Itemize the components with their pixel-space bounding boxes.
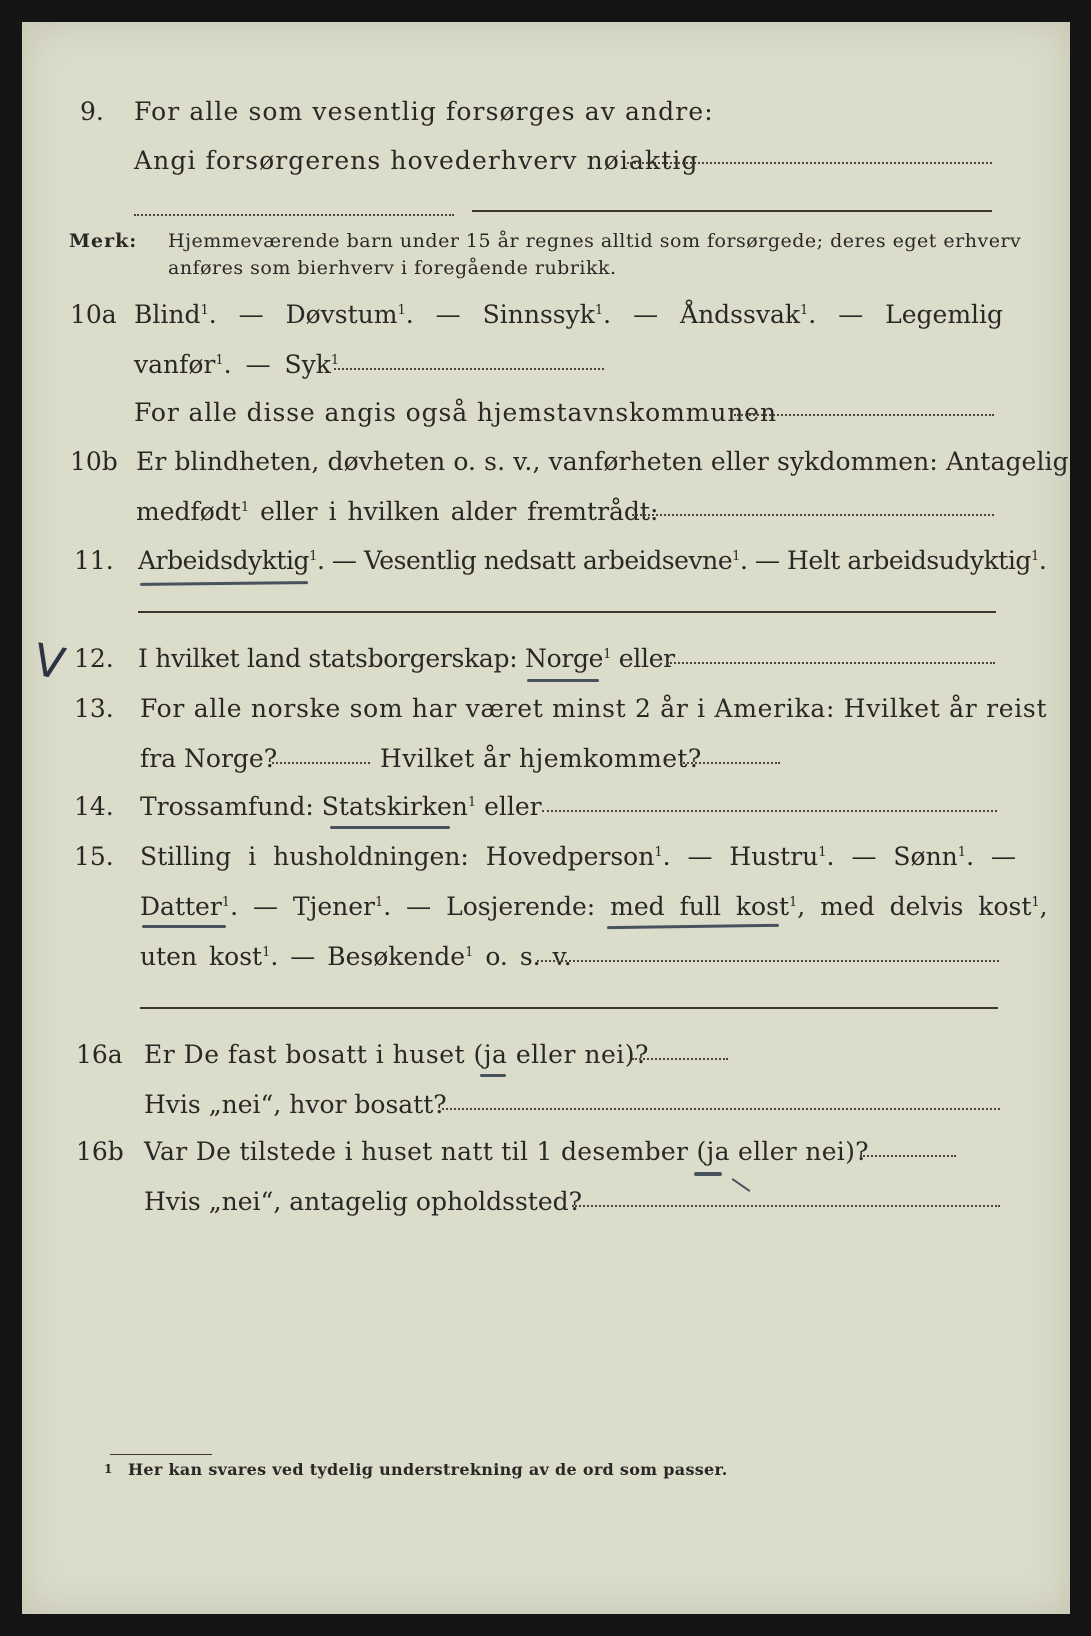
option-medfodt[interactable]: medfødt <box>136 497 241 526</box>
item-12-line: I hvilket land statsborgerskap: Norge$^1$ eller <box>138 644 675 673</box>
option-blind[interactable]: Blind <box>134 300 201 329</box>
item-11-number: 11. <box>74 546 114 575</box>
option-med-delvis-kost[interactable]: , med delvis kost <box>797 892 1032 921</box>
item-13-left-year-line[interactable] <box>272 762 370 764</box>
option-andssvak[interactable]: . — Åndssvak <box>603 300 801 329</box>
item-15-answer-line[interactable] <box>537 960 999 962</box>
item-13-line-2b: Hvilket år hjemkommet? <box>380 744 702 773</box>
option-sonn[interactable]: . — Sønn <box>826 842 958 871</box>
handwritten-underline-full-kost <box>607 924 779 929</box>
item-16a-residence-line[interactable] <box>442 1108 1000 1110</box>
item-10a-hometown-line[interactable] <box>734 414 994 416</box>
item-16a-number: 16a <box>76 1040 123 1069</box>
item-10b-line-2: medfødt$^1$ eller i hvilken alder fremtrådt: <box>136 497 659 526</box>
option-syk[interactable]: . — Syk <box>223 350 331 379</box>
item-12-number: 12. <box>74 644 114 673</box>
note-label: Merk: <box>69 230 138 252</box>
option-arbeidsdyktig[interactable]: Arbeidsdyktig <box>138 546 310 575</box>
handwritten-underline-datter <box>142 925 226 928</box>
item-9-answer-line-2a[interactable] <box>134 214 454 216</box>
item-11-line: Arbeidsdyktig$^1$. — Vesentlig nedsatt arbeidsevne$^1$. — Helt arbeidsudyktig$^1$. <box>138 546 1047 575</box>
item-9-question: For alle som vesentlig forsørges av andre: <box>134 97 714 126</box>
option-vesentlig-nedsatt[interactable]: . — Vesentlig nedsatt arbeidsevne <box>316 546 733 575</box>
option-sinnssyk[interactable]: . — Sinnssyk <box>405 300 595 329</box>
item-16b-line-2: Hvis „nei“, antagelig opholdssted? <box>144 1187 583 1216</box>
item-15-answer-line-2[interactable] <box>140 1007 998 1009</box>
item-9-number: 9. <box>80 97 104 126</box>
handwritten-stroke <box>731 1178 750 1192</box>
option-besokende[interactable]: . — Besøkende <box>270 942 466 971</box>
item-10a-line-1: Blind$^1$. — Døvstum$^1$. — Sinnssyk$^1$. — Åndssvak$^1$. — Legemlig <box>134 300 1004 329</box>
item-10b-answer-line[interactable] <box>632 514 994 516</box>
item-16a-line-1: Er De fast bosatt i huset (ja eller nei)? <box>144 1040 649 1069</box>
footnote-text: Her kan svares ved tydelig understrekning av de ord som passer. <box>128 1460 728 1479</box>
option-norge[interactable]: I hvilket land statsborgerskap: Norge <box>138 644 604 673</box>
item-12-answer-line[interactable] <box>667 662 995 664</box>
item-16a-answer-line[interactable] <box>632 1058 728 1060</box>
item-16b-answer-line[interactable] <box>860 1155 956 1157</box>
option-helt-arbeidsudyktig[interactable]: . — Helt arbeidsudyktig <box>740 546 1031 575</box>
note-text-line-2: anføres som bierhverv i foregående rubrikk. <box>168 257 617 279</box>
handwritten-underline-arbeidsdyktig <box>140 581 308 586</box>
item-15-line-3: uten kost$^1$. — Besøkende$^1$ o. s. v. <box>140 942 572 971</box>
item-10a-line-2: vanfør$^1$. — Syk$^1$ <box>134 350 340 379</box>
item-15-line-1: Stilling i husholdningen: Hovedperson$^1$. — Hustru$^1$. — Sønn$^1$. — <box>140 842 1016 871</box>
item-16a-line-2: Hvis „nei“, hvor bosatt? <box>144 1090 447 1119</box>
option-vanfor[interactable]: vanfør <box>134 350 216 379</box>
item-10a-line-3: For alle disse angis også hjemstavnskommunen <box>134 398 777 427</box>
item-14-answer-line[interactable] <box>542 810 997 812</box>
item-10b-number: 10b <box>70 447 118 476</box>
item-9-subquestion: Angi forsørgerens hovederhverv nøiaktig <box>134 146 699 175</box>
item-14-number: 14. <box>74 792 114 821</box>
item-13-number: 13. <box>74 694 114 723</box>
note-text-line-1: Hjemmeværende barn under 15 år regnes alltid som forsørgede; deres eget erhverv <box>168 230 1022 252</box>
item-15-line-2: Datter$^1$. — Tjener$^1$. — Losjerende: med full kost$^1$, med delvis kost$^1$, <box>140 892 1048 921</box>
item-13-line-1: For alle norske som har været minst 2 år i Amerika: Hvilket år reist <box>140 694 1048 723</box>
option-statskirken[interactable]: Trossamfund: Statskirken <box>140 792 468 821</box>
handwritten-underline-ja-16a <box>480 1074 506 1077</box>
item-10a-number: 10a <box>70 300 117 329</box>
item-13-line-2a: fra Norge? <box>140 744 278 773</box>
handwritten-underline-ja-16b <box>694 1172 722 1176</box>
option-legemlig[interactable]: . — Legemlig <box>808 300 1004 329</box>
handwritten-check-mark: V <box>29 634 70 691</box>
handwritten-underline-statskirken <box>330 826 450 829</box>
option-hovedperson[interactable]: Stilling i husholdningen: Hovedperson <box>140 842 655 871</box>
option-tjener[interactable]: . — Tjener <box>230 892 375 921</box>
item-9-answer-line-2b[interactable] <box>472 210 992 212</box>
item-13-return-year-line[interactable] <box>680 762 780 764</box>
item-10a-answer-line[interactable] <box>334 368 604 370</box>
option-dovstum[interactable]: . — Døvstum <box>208 300 398 329</box>
option-hustru[interactable]: . — Hustru <box>662 842 819 871</box>
option-med-full-kost[interactable]: . — Losjerende: med full kost <box>383 892 789 921</box>
option-uten-kost[interactable]: uten kost <box>140 942 263 971</box>
census-form-page <box>22 22 1070 1614</box>
footnote-mark: 1 <box>104 1462 113 1476</box>
item-10b-line-1: Er blindheten, døvheten o. s. v., vanførheten eller sykdommen: Antagelig <box>136 447 1069 476</box>
item-11-answer-line[interactable] <box>138 611 996 613</box>
item-15-number: 15. <box>74 842 114 871</box>
footnote-separator <box>110 1454 212 1455</box>
item-9-answer-line[interactable] <box>627 162 992 164</box>
item-16b-number: 16b <box>76 1137 124 1166</box>
item-16b-whereabouts-line[interactable] <box>572 1205 1000 1207</box>
handwritten-underline-norge <box>527 679 599 682</box>
item-16b-line-1: Var De tilstede i huset natt til 1 desember (ja eller nei)? <box>144 1137 869 1166</box>
item-14-line: Trossamfund: Statskirken$^1$ eller <box>140 792 542 821</box>
option-datter[interactable]: Datter <box>140 892 222 921</box>
